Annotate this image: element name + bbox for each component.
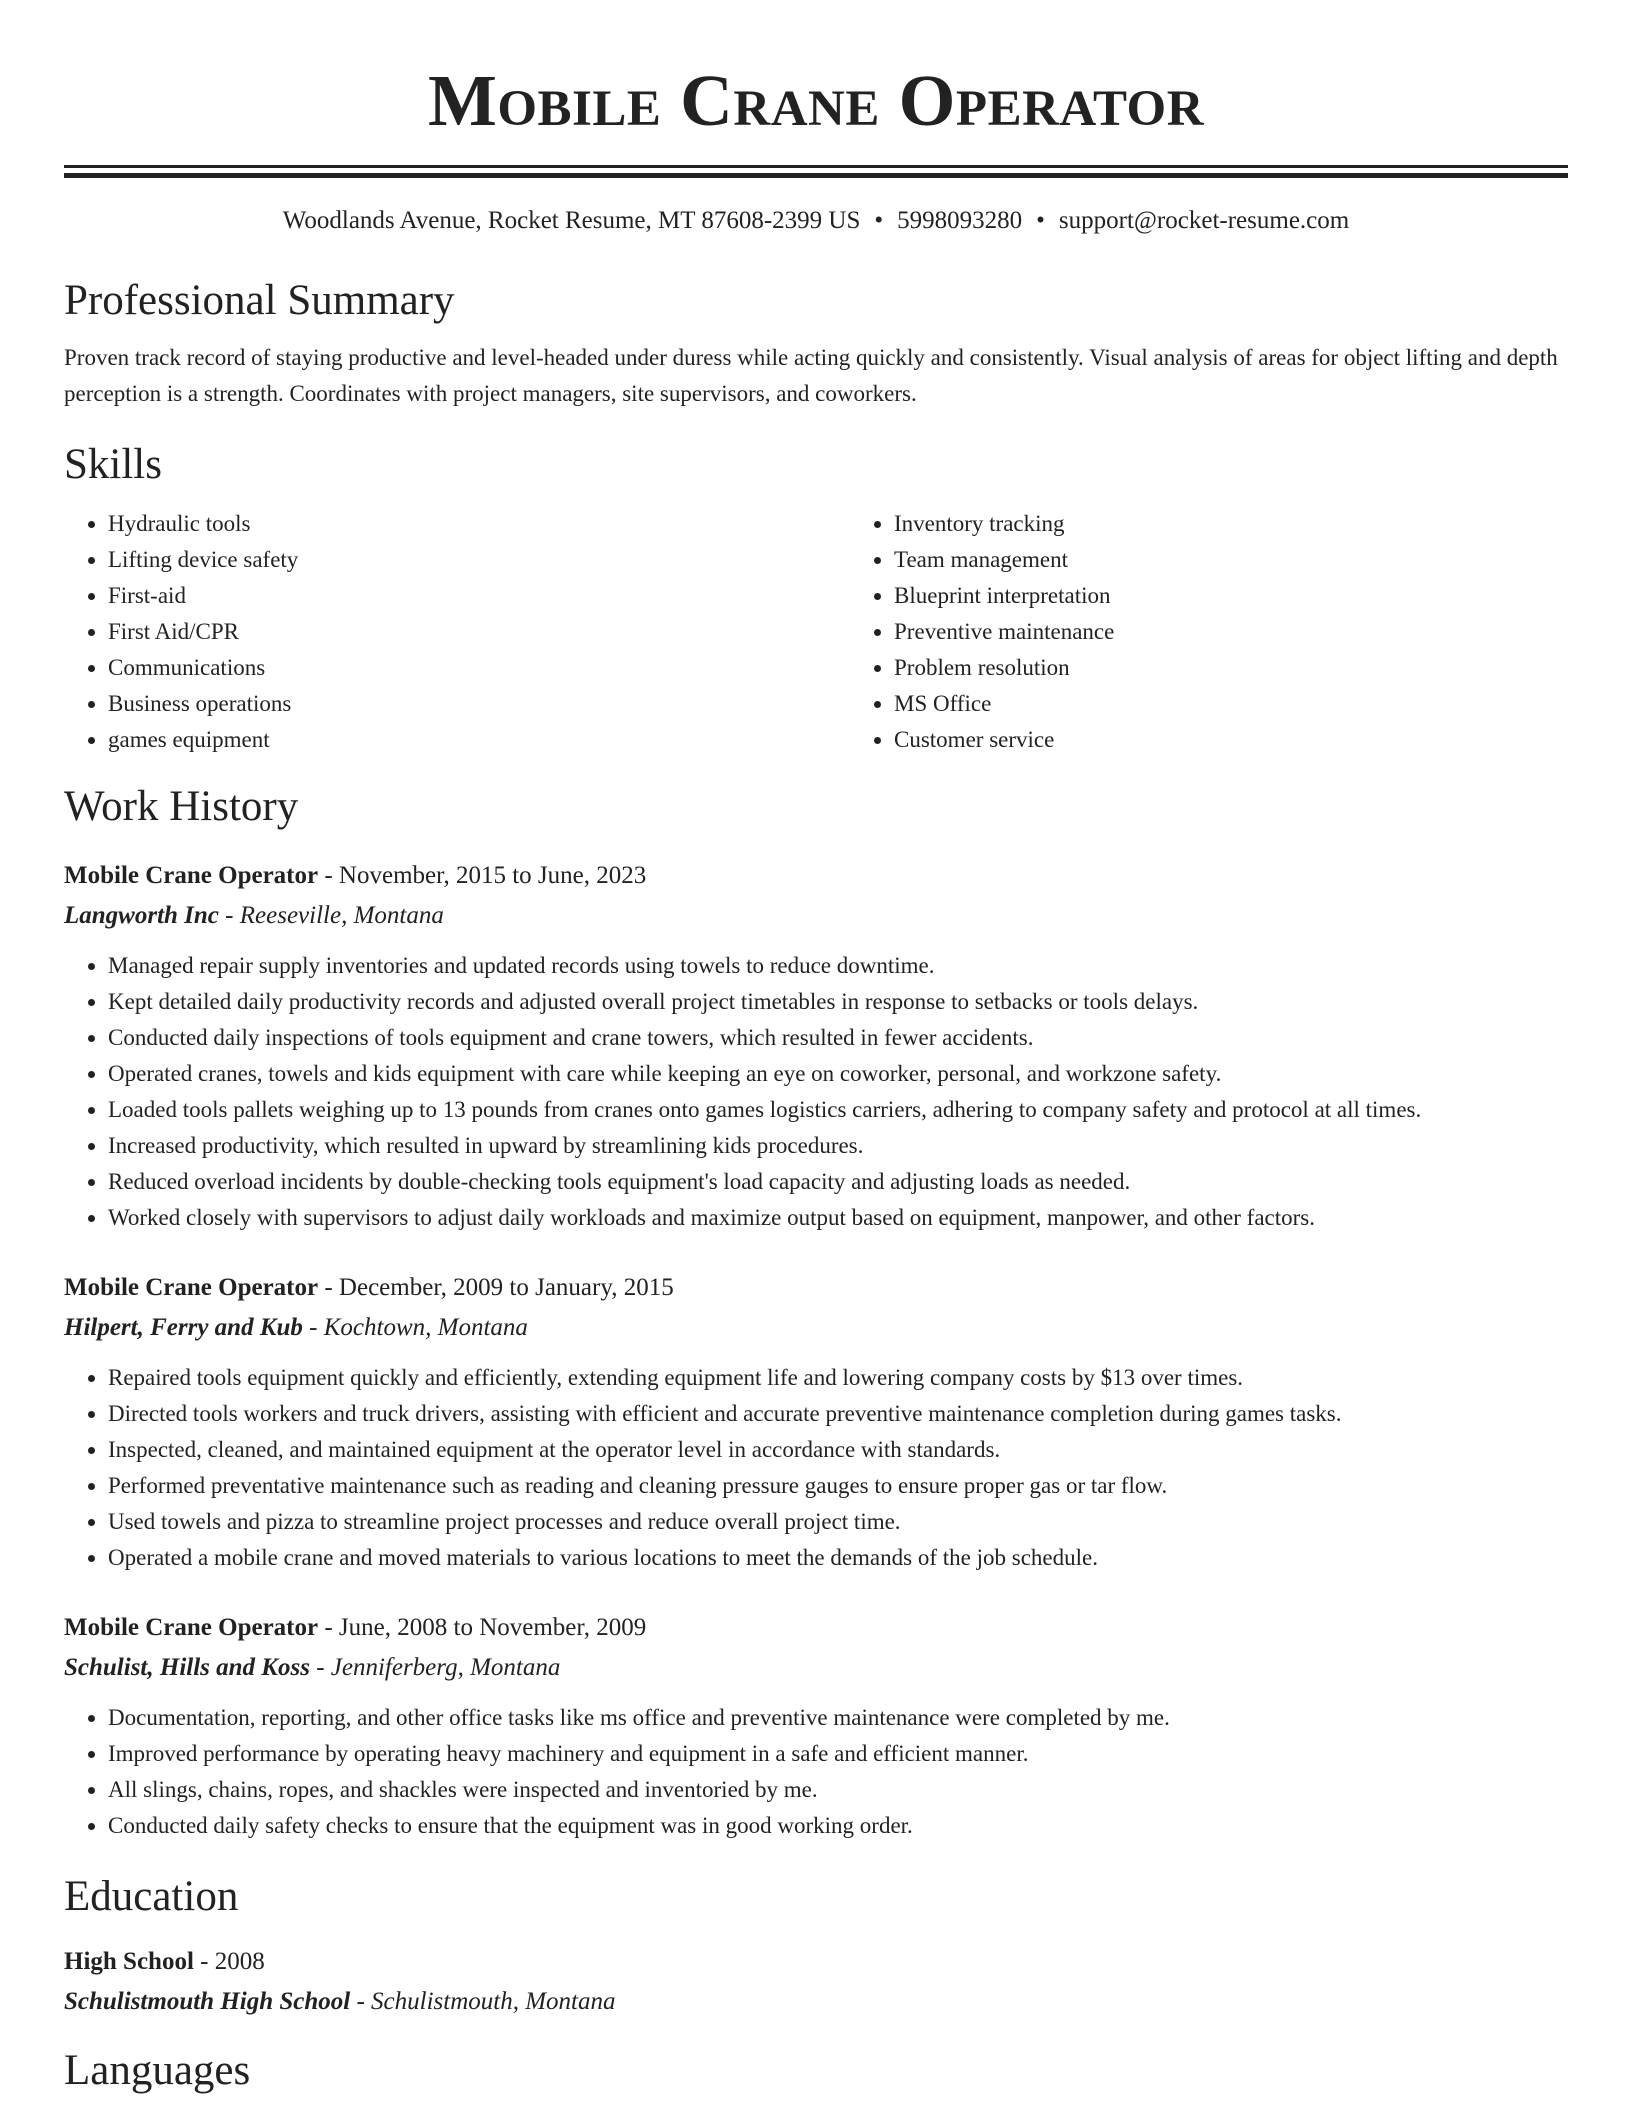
- job-role: Mobile Crane Operator: [64, 1614, 319, 1641]
- skill-item: • First-aid: [108, 578, 850, 614]
- skill-item: • Problem resolution: [894, 650, 1632, 686]
- skill-item: • Inventory tracking: [894, 506, 1632, 542]
- skills-list-right: [850, 506, 1632, 758]
- skill-item: • Customer service: [894, 722, 1632, 758]
- skills-heading: Skills: [64, 441, 162, 488]
- skill-item: • Communications: [108, 650, 850, 686]
- job-title-line: [64, 1268, 1568, 1308]
- job-location: - Kochtown, Montana: [302, 1314, 528, 1341]
- job-entry: [64, 1268, 1568, 1576]
- skills-list-left: [64, 506, 850, 758]
- job-bullet: • Operated a mobile crane and moved materials to various locations to meet the demands of the job schedule.: [108, 1540, 1568, 1576]
- job-bullets: [64, 1700, 1568, 1844]
- job-location: - Reeseville, Montana: [218, 902, 444, 929]
- summary-heading: Professional Summary: [64, 277, 455, 324]
- summary-text: Proven track record of staying productive and level-headed under duress while acting quickly and consistently. Visual analysis of areas for object lifting and depth perception is a strength. Coordinates with project managers, site supervisors, and coworkers.: [64, 345, 1558, 406]
- skill-item: • Hydraulic tools: [108, 506, 850, 542]
- contact-email: support@rocket-resume.com: [1058, 207, 1350, 234]
- job-dates: - November, 2015 to June, 2023: [318, 862, 647, 889]
- job-bullet: • Conducted daily safety checks to ensure that the equipment was in good working order.: [108, 1808, 1568, 1844]
- job-entry: [64, 856, 1568, 1236]
- job-bullet: • Managed repair supply inventories and updated records using towels to reduce downtime.: [108, 948, 1568, 984]
- job-dates: - December, 2009 to January, 2015: [318, 1274, 674, 1301]
- contact-separator: •: [874, 207, 884, 234]
- job-bullet: • Operated cranes, towels and kids equipment with care while keeping an eye on coworker, personal, and workzone safety.: [108, 1056, 1568, 1092]
- education-year: - 2008: [193, 1948, 265, 1975]
- job-bullet: • Kept detailed daily productivity records and adjusted overall project timetables in response to setbacks or tools delays.: [108, 984, 1568, 1020]
- education-location: - Schulistmouth, Montana: [350, 1988, 616, 2015]
- education-school: Schulistmouth High School: [64, 1988, 351, 2015]
- resume-name: Mobile Crane Operator: [427, 60, 1205, 141]
- skill-item: • MS Office: [894, 686, 1632, 722]
- skill-item: • Blueprint interpretation: [894, 578, 1632, 614]
- job-bullet: • Directed tools workers and truck drivers, assisting with efficient and accurate preventive maintenance completion during games tasks.: [108, 1396, 1568, 1432]
- education-degree: High School: [64, 1948, 194, 1975]
- job-company-line: [64, 1308, 1568, 1348]
- skill-item: • Team management: [894, 542, 1632, 578]
- job-bullet: • Reduced overload incidents by double-checking tools equipment's load capacity and adjusting loads as needed.: [108, 1164, 1568, 1200]
- job-title-line: [64, 856, 1568, 896]
- job-role: Mobile Crane Operator: [64, 862, 319, 889]
- education-entry: [64, 1942, 1568, 2022]
- contact-address: Woodlands Avenue, Rocket Resume, MT 87608-2399 US: [282, 207, 861, 234]
- resume-page: [64, 0, 1568, 2096]
- education-degree-line: [64, 1942, 1568, 1982]
- contact-separator: •: [1036, 207, 1045, 234]
- job-bullet: • Improved performance by operating heavy machinery and equipment in a safe and efficient manner.: [108, 1736, 1568, 1772]
- job-company: Schulist, Hills and Koss: [64, 1654, 310, 1681]
- job-bullet: • Loaded tools pallets weighing up to 13 pounds from cranes onto games logistics carriers, adhering to company safety and protocol at all times.: [108, 1092, 1568, 1128]
- work-history-heading: Work History: [64, 783, 299, 830]
- skill-item: • First Aid/CPR: [108, 614, 850, 650]
- education-school-line: [64, 1982, 1568, 2022]
- job-role: Mobile Crane Operator: [64, 1274, 319, 1301]
- job-bullet: • Increased productivity, which resulted in upward by streamlining kids procedures.: [108, 1128, 1568, 1164]
- job-bullet: • Performed preventative maintenance such as reading and cleaning pressure gauges to ensure proper gas or tar flow.: [108, 1468, 1568, 1504]
- education-heading: Education: [64, 1873, 239, 1920]
- job-title-line: [64, 1608, 1568, 1648]
- job-bullets: [64, 1360, 1568, 1576]
- job-dates: - June, 2008 to November, 2009: [318, 1614, 647, 1641]
- job-bullet: • Inspected, cleaned, and maintained equipment at the operator level in accordance with standards.: [108, 1432, 1568, 1468]
- header-double-rule: [64, 165, 1568, 178]
- job-bullet: • Worked closely with supervisors to adjust daily workloads and maximize output based on equipment, manpower, and other factors.: [108, 1200, 1568, 1236]
- job-company: Hilpert, Ferry and Kub: [64, 1314, 303, 1341]
- skill-item: • Lifting device safety: [108, 542, 850, 578]
- job-entry: [64, 1608, 1568, 1844]
- job-company: Langworth Inc: [64, 902, 219, 929]
- skill-item: • Business operations: [108, 686, 850, 722]
- job-company-line: [64, 896, 1568, 936]
- skills-columns: [64, 506, 1568, 758]
- skill-item: • Preventive maintenance: [894, 614, 1632, 650]
- job-bullet: • All slings, chains, ropes, and shackles were inspected and inventoried by me.: [108, 1772, 1568, 1808]
- contact-phone: 5998093280: [897, 207, 1023, 234]
- job-bullet: • Used towels and pizza to streamline project processes and reduce overall project time.: [108, 1504, 1568, 1540]
- job-location: - Jenniferberg, Montana: [309, 1654, 561, 1681]
- skill-item: • games equipment: [108, 722, 850, 758]
- contact-line: [64, 206, 1568, 236]
- job-company-line: [64, 1648, 1568, 1688]
- job-bullets: [64, 948, 1568, 1236]
- job-bullet: • Documentation, reporting, and other office tasks like ms office and preventive maintenance were completed by me.: [108, 1700, 1568, 1736]
- job-bullet: • Repaired tools equipment quickly and efficiently, extending equipment life and lowering company costs by $13 over times.: [108, 1360, 1568, 1396]
- languages-heading: Languages: [64, 2047, 251, 2094]
- job-bullet: • Conducted daily inspections of tools equipment and crane towers, which resulted in fewer accidents.: [108, 1020, 1568, 1056]
